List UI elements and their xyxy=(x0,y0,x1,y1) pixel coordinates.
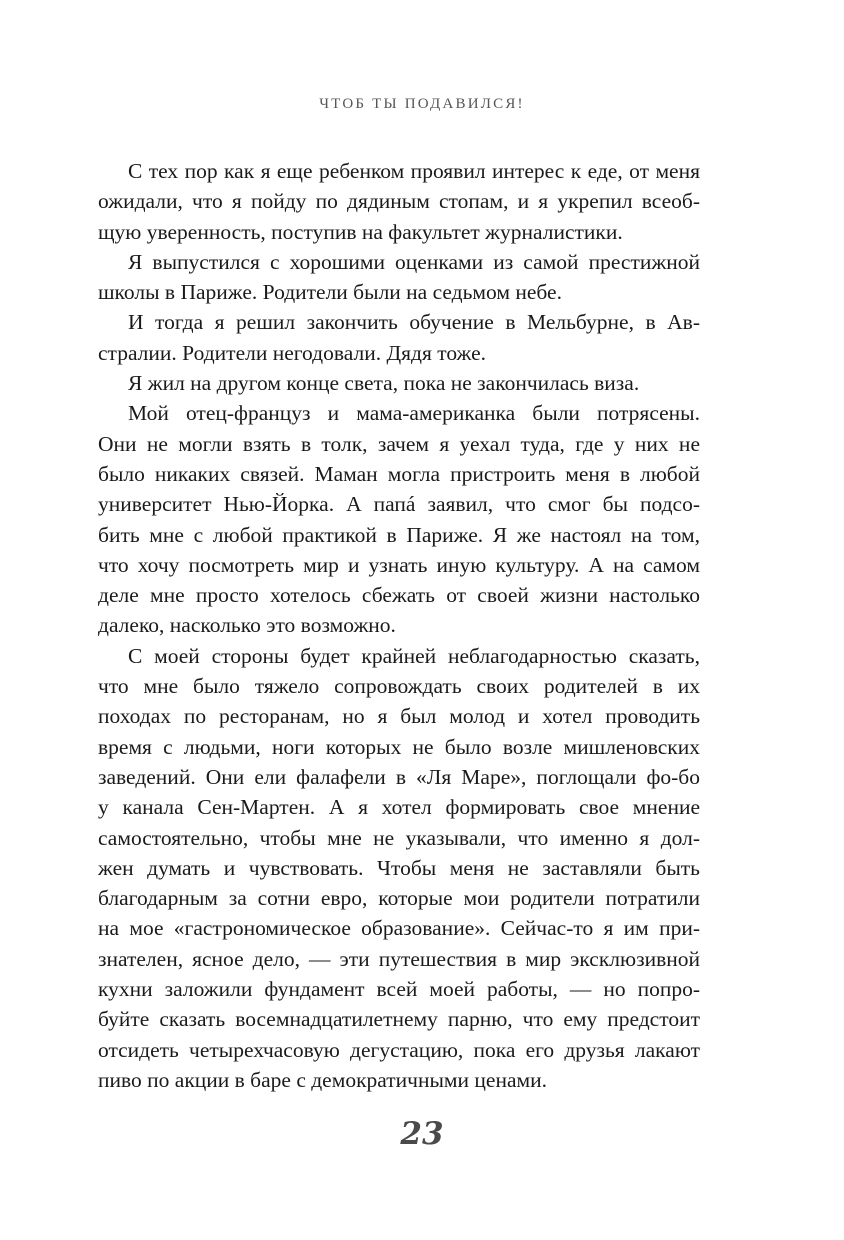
text-line: стралии. Родители негодовали. Дядя тоже. xyxy=(98,340,487,365)
text-line: самостоятельно, чтобы мне не указывали, что именно я дол- xyxy=(98,825,700,850)
text-line: что мне было тяжело сопровождать своих родителей в их xyxy=(98,674,700,699)
text-line: время с людьми, ноги которых не было возле мишленовских xyxy=(98,734,700,759)
text-line: отсидеть четырехчасовую дегустацию, пока его друзья лакают xyxy=(98,1037,700,1062)
text-line: ожидали, что я пойду по дядиным стопам, и я укрепил всеоб- xyxy=(98,189,700,214)
text-line: школы в Париже. Родители были на седьмом небе. xyxy=(98,280,562,305)
text-line: благодарным за сотни евро, которые мои родители потратили xyxy=(98,886,700,911)
text-line: щую уверенность, поступив на факультет журналистики. xyxy=(98,219,623,244)
text-line: знателен, ясное дело, — эти путешествия в мир эксклюзивной xyxy=(98,946,700,971)
text-line: пиво по акции в баре с демократичными ценами. xyxy=(98,1067,548,1092)
text-line: было никаких связей. Маман могла пристроить меня в любой xyxy=(98,461,700,486)
running-head-title: ЧТОБ ТЫ ПОДАВИЛСЯ! xyxy=(319,96,525,112)
text-line: университет Нью-Йорка. А папá заявил, что смог бы подсо- xyxy=(98,492,700,517)
text-line: заведений. Они ели фалафели в «Ля Маре», поглощали фо-бо xyxy=(98,764,700,789)
text-line: Я выпустился с хорошими оценками из самой престижной xyxy=(128,249,700,274)
text-line: С моей стороны будет крайней неблагодарностью сказать, xyxy=(128,643,700,668)
text-line: что хочу посмотреть мир и узнать иную культуру. А на самом xyxy=(98,552,700,577)
page-number: 23 xyxy=(400,1116,444,1152)
text-line: Я жил на другом конце света, пока не закончилась виза. xyxy=(128,371,640,396)
text-line: буйте сказать восемнадцатилетнему парню, что ему предстоит xyxy=(98,1007,700,1032)
text-line: бить мне с любой практикой в Париже. Я же настоял на том, xyxy=(98,522,700,547)
text-line: жен думать и чувствовать. Чтобы меня не заставляли быть xyxy=(98,855,700,880)
text-line: Они не могли взять в толк, зачем я уехал туда, где у них не xyxy=(98,431,700,456)
text-line: деле мне просто хотелось сбежать от своей жизни настолько xyxy=(98,583,700,608)
text-line: походах по ресторанам, но я был молод и хотел проводить xyxy=(98,704,700,729)
text-line: далеко, насколько это возможно. xyxy=(98,613,396,638)
body-text xyxy=(98,156,700,1095)
text-line: С тех пор как я еще ребенком проявил интерес к еде, от меня xyxy=(128,159,700,183)
text-line: И тогда я решил закончить обучение в Мельбурне, в Ав- xyxy=(128,310,700,335)
text-line: на мое «гастрономическое образование». Сейчас-то я им при- xyxy=(98,916,700,941)
text-line: Мой отец-француз и мама-американка были потрясены. xyxy=(128,401,700,426)
text-line: кухни заложили фундамент всей моей работы, — но попро- xyxy=(98,977,700,1002)
text-line: у канала Сен-Мартен. А я хотел формировать свое мнение xyxy=(98,795,700,820)
